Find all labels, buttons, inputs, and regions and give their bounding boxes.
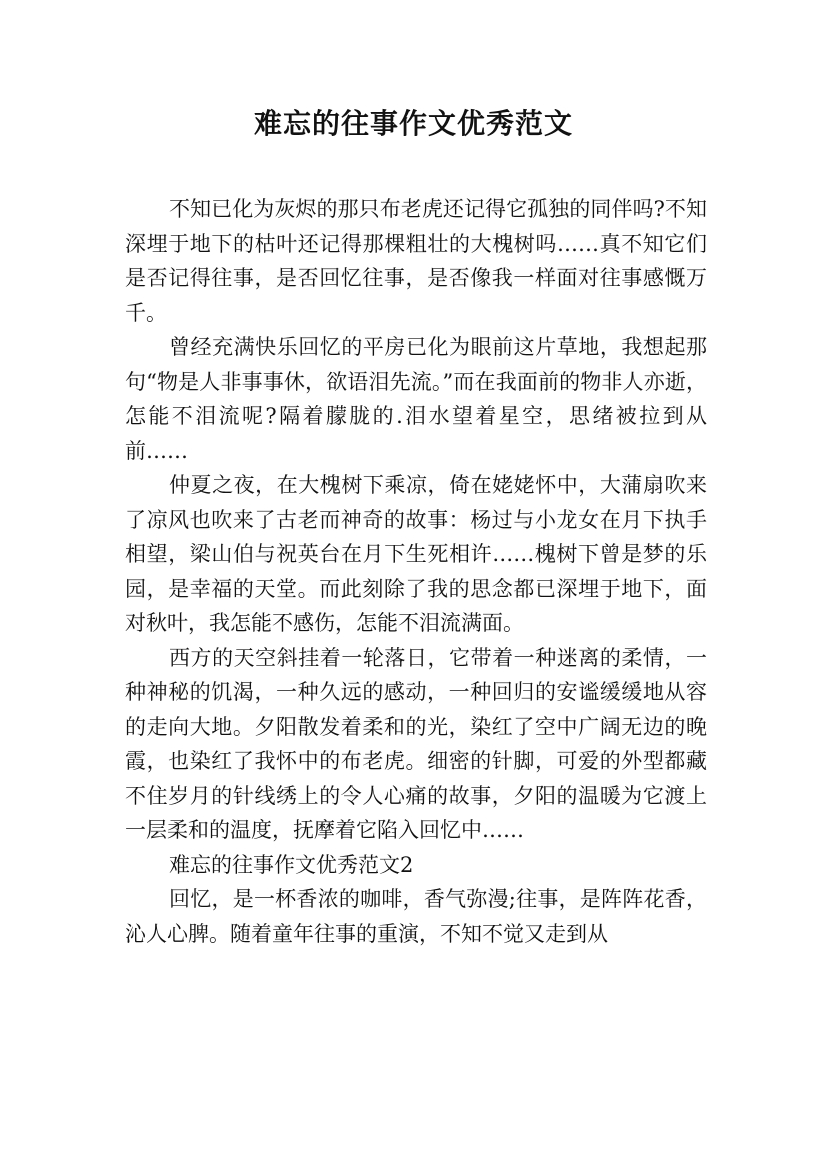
paragraph-6: 回忆，是一杯香浓的咖啡，香气弥漫;往事，是阵阵花香，沁人心脾。随着童年往事的重演，不知不觉又走到从 — [125, 887, 707, 946]
paragraph-1: 不知已化为灰烬的那只布老虎还记得它孤独的同伴吗?不知深埋于地下的枯叶还记得那棵粗壮的大槐树吗……真不知它们是否记得往事，是否回忆往事，是否像我一样面对往事感慨万千。 — [125, 197, 707, 325]
paragraph-3: 仲夏之夜，在大槐树下乘凉，倚在姥姥怀中，大蒲扇吹来了凉风也吹来了古老而神奇的故事：杨过与小龙女在月下执手相望，梁山伯与祝英台在月下生死相许……槐树下曾是梦的乐园，是幸福的天堂。而此刻除了我的思念都已深埋于地下，面对秋叶，我怎能不感伤，怎能不泪流满面。 — [125, 473, 707, 635]
paragraph-2: 曾经充满快乐回忆的平房已化为眼前这片草地，我想起那句“物是人非事事休，欲语泪先流。”而在我面前的物非人亦逝，怎能不泪流呢?隔着朦胧的.泪水望着星空，思绪被拉到从前…… — [125, 335, 707, 463]
document-title: 难忘的往事作文优秀范文 — [253, 107, 573, 140]
document-body — [125, 192, 707, 951]
section-heading-2: 难忘的往事作文优秀范文2 — [169, 852, 414, 877]
paragraph-4: 西方的天空斜挂着一轮落日，它带着一种迷离的柔情，一种神秘的饥渴，一种久远的感动，一种回归的安谧缓缓地从容的走向大地。夕阳散发着柔和的光，染红了空中广阔无边的晚霞，也染红了我怀中的布老虎。细密的针脚，可爱的外型都藏不住岁月的针线绣上的令人心痛的故事，夕阳的温暖为它渡上一层柔和的温度，抚摩着它陷入回忆中…… — [125, 645, 707, 842]
